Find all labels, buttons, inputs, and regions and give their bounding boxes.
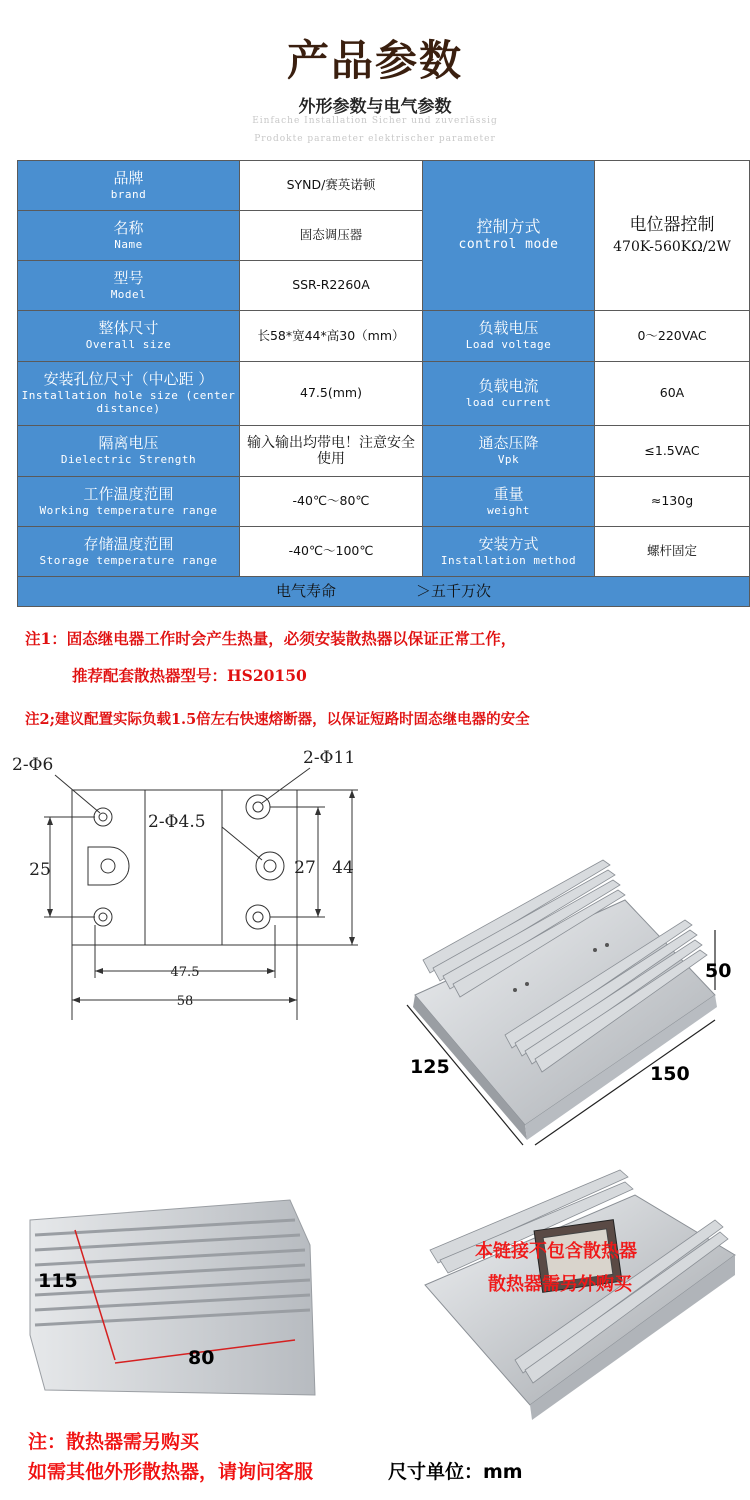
overlay-text-1: 本链接不包含散热器 <box>475 1241 637 1262</box>
bottom-notes <box>0 1420 750 1500</box>
load-current-label: 负载电流 load current <box>423 362 595 426</box>
ghost-text-line2: Prodokte parameter elektrischer parameter <box>254 134 496 144</box>
heatsink-photo-3 <box>420 1165 740 1425</box>
page-subtitle: 外形参数与电气参数 <box>298 97 452 117</box>
page-title: 产品参数 <box>286 36 463 85</box>
brand-label: 品牌 brand <box>18 161 240 211</box>
dim-50: 50 <box>705 960 732 982</box>
dim-58: 58 <box>176 994 194 1009</box>
store-temp-value: -40℃～100℃ <box>240 527 423 577</box>
control-label: 控制方式 control mode <box>423 161 595 311</box>
dim-115: 115 <box>38 1270 78 1292</box>
hole-label: 安装孔位尺寸（中心距 ） Installation hole size (center distance) <box>18 362 240 426</box>
load-voltage-label: 负载电压 Load voltage <box>423 311 595 362</box>
life-row <box>18 577 750 607</box>
work-temp-value: -40℃～80℃ <box>240 477 423 527</box>
size-unit: 尺寸单位：mm <box>388 1461 523 1483</box>
hole-value: 47.5(mm) <box>240 362 423 426</box>
outline-drawing <box>0 735 400 1035</box>
dim-150: 150 <box>650 1063 690 1085</box>
weight-value: ≈130g <box>595 477 750 527</box>
dim-125: 125 <box>410 1056 450 1078</box>
vpk-label: 通态压降 Vpk <box>423 426 595 477</box>
bottom-note-1: 注：散热器需另购买 <box>28 1431 200 1453</box>
life-value: ＞五千万次 <box>416 581 492 600</box>
load-voltage-value: 0～220VAC <box>595 311 750 362</box>
install-value: 螺杆固定 <box>595 527 750 577</box>
model-label: 型号 Model <box>18 261 240 311</box>
size-label: 整体尺寸 Overall size <box>18 311 240 362</box>
note2: 注2;建议配置实际负载1.5倍左右快速熔断器，以保证短路时固态继电器的安全 <box>25 711 530 728</box>
hole-45-label: 2-Φ4.5 <box>148 812 206 832</box>
bottom-note-2: 如需其他外形散热器，请询问客服 <box>28 1461 314 1483</box>
size-value: 长58*宽44*高30（mm） <box>240 311 423 362</box>
dielectric-label: 隔离电压 Dielectric Strength <box>18 426 240 477</box>
life-label: 电气寿命 <box>275 581 336 600</box>
work-temp-label: 工作温度范围 Working temperature range <box>18 477 240 527</box>
brand-value: SYND/赛英诺顿 <box>240 161 423 211</box>
store-temp-label: 存储温度范围 Storage temperature range <box>18 527 240 577</box>
dielectric-value: 输入输出均带电！注意安全使用 <box>240 426 423 477</box>
vpk-value: ≤1.5VAC <box>595 426 750 477</box>
heatsink-photo-1 <box>395 855 750 1155</box>
spec-table <box>17 160 749 606</box>
control-value: 电位器控制 470K-560KΩ/2W <box>595 161 750 311</box>
overlay-text-2: 散热器需另外购买 <box>488 1274 632 1295</box>
install-label: 安装方式 Installation method <box>423 527 595 577</box>
dim-27: 27 <box>294 858 316 878</box>
dim-47-5: 47.5 <box>170 965 200 980</box>
hole-11-label: 2-Φ11 <box>303 748 356 768</box>
name-label: 名称 Name <box>18 211 240 261</box>
dim-80: 80 <box>188 1347 215 1369</box>
note1-line2: 推荐配套散热器型号：HS20150 <box>72 666 307 685</box>
note1-line1: 注1：固态继电器工作时会产生热量，必须安装散热器以保证正常工作， <box>25 629 517 648</box>
dim-44: 44 <box>332 858 354 878</box>
weight-label: 重量 weight <box>423 477 595 527</box>
heatsink-photo-2 <box>20 1195 335 1405</box>
ghost-text-line1: Einfache Installation Sicher und zuverlässig <box>252 116 498 126</box>
hole-6-label: 2-Φ6 <box>12 755 54 775</box>
load-current-value: 60A <box>595 362 750 426</box>
dim-25: 25 <box>29 860 51 880</box>
name-value: 固态调压器 <box>240 211 423 261</box>
model-value: SSR-R2260A <box>240 261 423 311</box>
